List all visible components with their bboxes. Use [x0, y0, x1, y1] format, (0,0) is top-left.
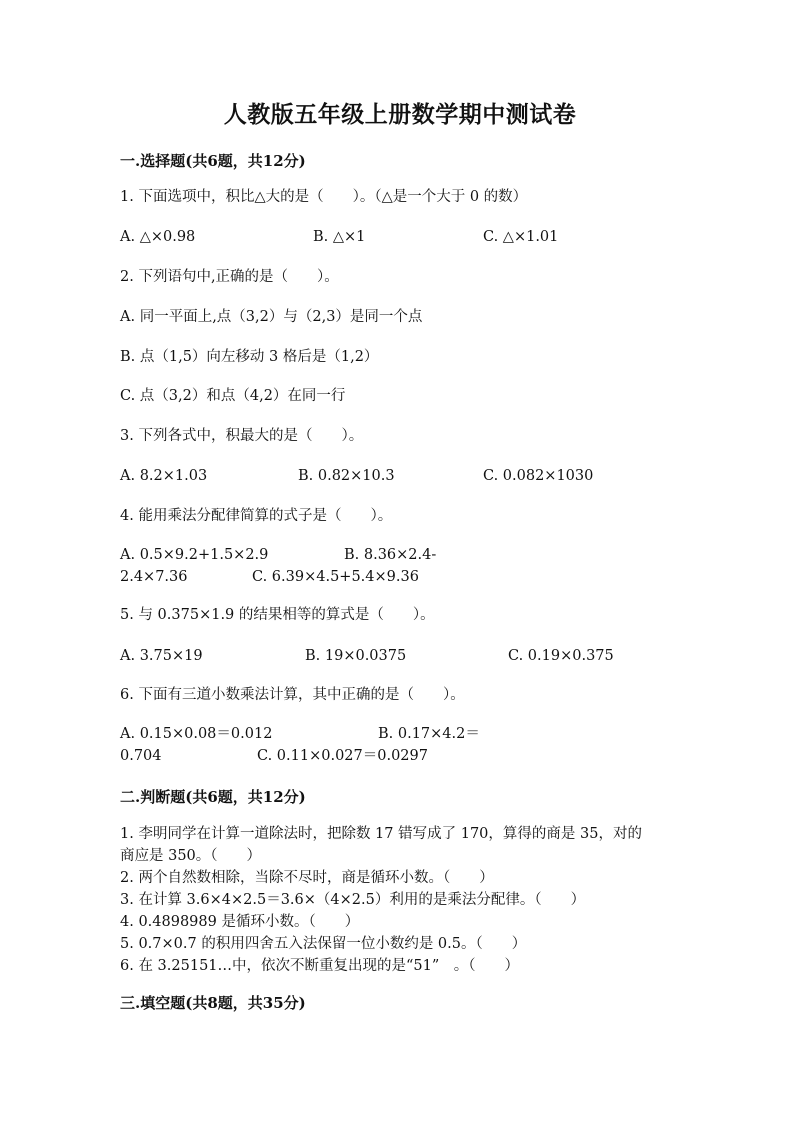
judge-item-2: 2. 两个自然数相除，当除不尽时，商是循环小数。（ ）	[120, 870, 494, 886]
q5-option-b: B. 19×0.0375	[305, 648, 407, 664]
q2-option-c: C. 点（3,2）和点（4,2）在同一行	[120, 388, 346, 404]
judge-item-5: 5. 0.7×0.7 的积用四舍五入法保留一位小数约是 0.5。（ ）	[120, 936, 527, 952]
judge-item-1-cont: 商应是 350。（ ）	[120, 848, 262, 864]
q1-option-a: A. △×0.98	[120, 229, 196, 245]
judge-item-4: 4. 0.4898989 是循环小数。（ ）	[120, 914, 360, 930]
section-fill-heading: 三.填空题(共8题，共35分)	[120, 994, 306, 1012]
q4-option-c: C. 6.39×4.5+5.4×9.36	[252, 569, 419, 585]
section-choice-heading: 一.选择题(共6题，共12分)	[120, 152, 306, 170]
q5-option-c: C. 0.19×0.375	[508, 648, 614, 664]
q6-option-b-line1: B. 0.17×4.2＝	[378, 726, 480, 742]
judge-item-1: 1. 李明同学在计算一道除法时，把除数 17 错写成了 170，算得的商是 35，对的	[120, 826, 642, 842]
q4-option-a: A. 0.5×9.2+1.5×2.9	[120, 547, 269, 563]
q1-option-b: B. △×1	[313, 229, 366, 245]
judge-item-3: 3. 在计算 3.6×4×2.5＝3.6×（4×2.5）利用的是乘法分配律。（ ）	[120, 892, 586, 908]
q5-stem: 5. 与 0.375×1.9 的结果相等的算式是（ ）。	[120, 607, 435, 623]
q1-option-c: C. △×1.01	[483, 229, 559, 245]
q2-option-b: B. 点（1,5）向左移动 3 格后是（1,2）	[120, 349, 379, 365]
q3-option-a: A. 8.2×1.03	[120, 468, 208, 484]
judge-item-6: 6. 在 3.25151…中，依次不断重复出现的是“51” 。（ ）	[120, 958, 520, 974]
q3-option-b: B. 0.82×10.3	[298, 468, 395, 484]
q6-option-c: C. 0.11×0.027＝0.0297	[257, 748, 428, 764]
page-title: 人教版五年级上册数学期中测试卷	[223, 101, 577, 128]
q6-option-a: A. 0.15×0.08＝0.012	[120, 726, 273, 742]
q2-option-a: A. 同一平面上,点（3,2）与（2,3）是同一个点	[120, 309, 423, 325]
q1-stem: 1. 下面选项中，积比△大的是（ ）。（△是一个大于 0 的数）	[120, 189, 528, 205]
q4-stem: 4. 能用乘法分配律简算的式子是（ ）。	[120, 508, 393, 524]
q6-option-b-line2: 0.704	[120, 748, 162, 764]
section-judge-heading: 二.判断题(共6题，共12分)	[120, 788, 306, 806]
q6-stem: 6. 下面有三道小数乘法计算，其中正确的是（ ）。	[120, 687, 465, 703]
q2-stem: 2. 下列语句中,正确的是（ ）。	[120, 269, 339, 285]
q3-stem: 3. 下列各式中，积最大的是（ ）。	[120, 428, 364, 444]
q5-option-a: A. 3.75×19	[120, 648, 203, 664]
q3-option-c: C. 0.082×1030	[483, 468, 594, 484]
q4-option-b-line2: 2.4×7.36	[120, 569, 188, 585]
q4-option-b-line1: B. 8.36×2.4-	[344, 547, 437, 563]
